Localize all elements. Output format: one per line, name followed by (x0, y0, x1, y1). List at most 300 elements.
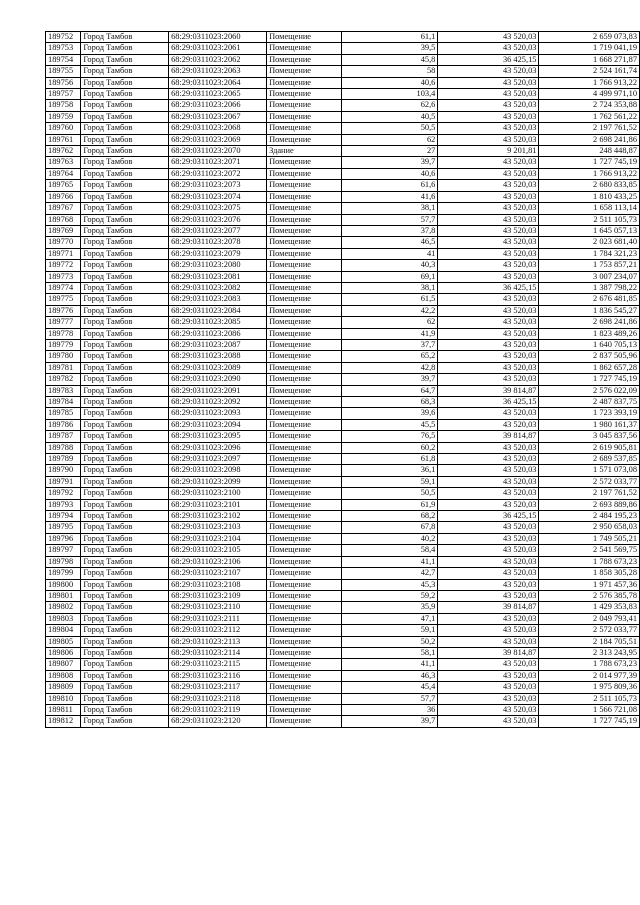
cadastral-value-cell: 2 676 481,85 (539, 294, 640, 305)
cadastral-value-cell: 1 980 161,37 (539, 419, 640, 430)
specific-value-cell: 43 520,03 (438, 522, 539, 533)
area-cell: 50,2 (342, 636, 438, 647)
city-cell: Город Тамбов (81, 77, 169, 88)
city-cell: Город Тамбов (81, 168, 169, 179)
row-number-cell: 189807 (46, 659, 81, 670)
object-type-cell: Помещение (267, 305, 342, 316)
specific-value-cell: 43 520,03 (438, 419, 539, 430)
object-type-cell: Помещение (267, 499, 342, 510)
city-cell: Город Тамбов (81, 511, 169, 522)
specific-value-cell: 43 520,03 (438, 682, 539, 693)
cadastral-value-cell: 1 727 745,19 (539, 716, 640, 727)
city-cell: Город Тамбов (81, 203, 169, 214)
city-cell: Город Тамбов (81, 111, 169, 122)
cadastral-number-cell: 68:29:0311023:2076 (169, 214, 267, 225)
area-cell: 42,7 (342, 568, 438, 579)
cadastral-value-cell: 1 836 545,27 (539, 305, 640, 316)
cadastral-value-cell: 2 541 569,75 (539, 545, 640, 556)
cadastral-value-cell: 1 810 433,25 (539, 191, 640, 202)
city-cell: Город Тамбов (81, 317, 169, 328)
cadastral-number-cell: 68:29:0311023:2079 (169, 248, 267, 259)
table-row (46, 419, 640, 430)
cadastral-value-cell: 1 640 705,13 (539, 339, 640, 350)
cadastral-number-cell: 68:29:0311023:2062 (169, 54, 267, 65)
cadastral-value-cell: 1 645 057,13 (539, 225, 640, 236)
row-number-cell: 189757 (46, 89, 81, 100)
table-row (46, 431, 640, 442)
object-type-cell: Помещение (267, 317, 342, 328)
city-cell: Город Тамбов (81, 191, 169, 202)
cadastral-number-cell: 68:29:0311023:2060 (169, 32, 267, 43)
table-row (46, 408, 640, 419)
city-cell: Город Тамбов (81, 419, 169, 430)
area-cell: 59,2 (342, 590, 438, 601)
cadastral-number-cell: 68:29:0311023:2078 (169, 237, 267, 248)
cadastral-number-cell: 68:29:0311023:2084 (169, 305, 267, 316)
row-number-cell: 189779 (46, 339, 81, 350)
table-row (46, 568, 640, 579)
city-cell: Город Тамбов (81, 556, 169, 567)
object-type-cell: Помещение (267, 545, 342, 556)
area-cell: 35,9 (342, 602, 438, 613)
cadastral-value-cell: 2 837 505,96 (539, 351, 640, 362)
row-number-cell: 189776 (46, 305, 81, 316)
cadastral-value-cell: 1 862 657,28 (539, 362, 640, 373)
specific-value-cell: 43 520,03 (438, 66, 539, 77)
object-type-cell: Здание (267, 146, 342, 157)
object-type-cell: Помещение (267, 294, 342, 305)
row-number-cell: 189804 (46, 625, 81, 636)
cadastral-number-cell: 68:29:0311023:2099 (169, 476, 267, 487)
area-cell: 61,1 (342, 32, 438, 43)
cadastral-number-cell: 68:29:0311023:2067 (169, 111, 267, 122)
object-type-cell: Помещение (267, 157, 342, 168)
area-cell: 61,8 (342, 454, 438, 465)
area-cell: 37,7 (342, 339, 438, 350)
row-number-cell: 189783 (46, 385, 81, 396)
cadastral-number-cell: 68:29:0311023:2073 (169, 180, 267, 191)
cadastral-value-cell: 2 689 537,85 (539, 454, 640, 465)
cadastral-value-cell: 2 511 105,73 (539, 214, 640, 225)
cadastral-number-cell: 68:29:0311023:2088 (169, 351, 267, 362)
cadastral-number-cell: 68:29:0311023:2071 (169, 157, 267, 168)
specific-value-cell: 43 520,03 (438, 579, 539, 590)
specific-value-cell: 43 520,03 (438, 317, 539, 328)
table-row (46, 647, 640, 658)
specific-value-cell: 43 520,03 (438, 488, 539, 499)
specific-value-cell: 43 520,03 (438, 260, 539, 271)
specific-value-cell: 43 520,03 (438, 374, 539, 385)
cadastral-number-cell: 68:29:0311023:2097 (169, 454, 267, 465)
area-cell: 59,1 (342, 625, 438, 636)
table-row (46, 260, 640, 271)
row-number-cell: 189793 (46, 499, 81, 510)
row-number-cell: 189780 (46, 351, 81, 362)
cadastral-value-cell: 1 766 913,22 (539, 168, 640, 179)
cadastral-number-cell: 68:29:0311023:2103 (169, 522, 267, 533)
row-number-cell: 189778 (46, 328, 81, 339)
cadastral-value-cell: 1 858 305,28 (539, 568, 640, 579)
city-cell: Город Тамбов (81, 134, 169, 145)
cadastral-number-cell: 68:29:0311023:2091 (169, 385, 267, 396)
table-row (46, 54, 640, 65)
cadastral-number-cell: 68:29:0311023:2102 (169, 511, 267, 522)
cadastral-number-cell: 68:29:0311023:2083 (169, 294, 267, 305)
cadastral-number-cell: 68:29:0311023:2074 (169, 191, 267, 202)
table-row (46, 397, 640, 408)
object-type-cell: Помещение (267, 351, 342, 362)
table-row (46, 693, 640, 704)
cadastral-value-cell: 2 950 658,03 (539, 522, 640, 533)
table-row (46, 168, 640, 179)
cadastral-number-cell: 68:29:0311023:2104 (169, 533, 267, 544)
object-type-cell: Помещение (267, 408, 342, 419)
specific-value-cell: 43 520,03 (438, 704, 539, 715)
row-number-cell: 189811 (46, 704, 81, 715)
object-type-cell: Помещение (267, 248, 342, 259)
object-type-cell: Помещение (267, 282, 342, 293)
specific-value-cell: 43 520,03 (438, 157, 539, 168)
cadastral-number-cell: 68:29:0311023:2089 (169, 362, 267, 373)
object-type-cell: Помещение (267, 397, 342, 408)
object-type-cell: Помещение (267, 203, 342, 214)
cadastral-number-cell: 68:29:0311023:2069 (169, 134, 267, 145)
cadastral-value-cell: 1 727 745,19 (539, 374, 640, 385)
area-cell: 45,4 (342, 682, 438, 693)
area-cell: 61,5 (342, 294, 438, 305)
object-type-cell: Помещение (267, 511, 342, 522)
area-cell: 50,5 (342, 123, 438, 134)
specific-value-cell: 36 425,15 (438, 282, 539, 293)
area-cell: 39,6 (342, 408, 438, 419)
cadastral-number-cell: 68:29:0311023:2100 (169, 488, 267, 499)
specific-value-cell: 43 520,03 (438, 351, 539, 362)
cadastral-number-cell: 68:29:0311023:2117 (169, 682, 267, 693)
row-number-cell: 189774 (46, 282, 81, 293)
city-cell: Город Тамбов (81, 43, 169, 54)
area-cell: 45,3 (342, 579, 438, 590)
specific-value-cell: 43 520,03 (438, 77, 539, 88)
object-type-cell: Помещение (267, 465, 342, 476)
city-cell: Город Тамбов (81, 180, 169, 191)
table-row (46, 32, 640, 43)
table-row (46, 157, 640, 168)
cadastral-value-cell: 2 197 761,52 (539, 123, 640, 134)
table-row (46, 225, 640, 236)
area-cell: 61,6 (342, 180, 438, 191)
cadastral-number-cell: 68:29:0311023:2112 (169, 625, 267, 636)
cadastral-number-cell: 68:29:0311023:2116 (169, 670, 267, 681)
object-type-cell: Помещение (267, 180, 342, 191)
object-type-cell: Помещение (267, 100, 342, 111)
cadastral-number-cell: 68:29:0311023:2101 (169, 499, 267, 510)
area-cell: 39,7 (342, 374, 438, 385)
specific-value-cell: 43 520,03 (438, 499, 539, 510)
object-type-cell: Помещение (267, 602, 342, 613)
table-row (46, 602, 640, 613)
cadastral-number-cell: 68:29:0311023:2119 (169, 704, 267, 715)
area-cell: 58,4 (342, 545, 438, 556)
row-number-cell: 189788 (46, 442, 81, 453)
row-number-cell: 189765 (46, 180, 81, 191)
area-cell: 58,1 (342, 647, 438, 658)
area-cell: 57,7 (342, 214, 438, 225)
area-cell: 57,7 (342, 693, 438, 704)
table-row (46, 716, 640, 727)
row-number-cell: 189764 (46, 168, 81, 179)
city-cell: Город Тамбов (81, 659, 169, 670)
row-number-cell: 189767 (46, 203, 81, 214)
table-row (46, 659, 640, 670)
area-cell: 37,8 (342, 225, 438, 236)
table-row (46, 533, 640, 544)
object-type-cell: Помещение (267, 54, 342, 65)
table-row (46, 442, 640, 453)
city-cell: Город Тамбов (81, 146, 169, 157)
row-number-cell: 189800 (46, 579, 81, 590)
area-cell: 27 (342, 146, 438, 157)
area-cell: 59,1 (342, 476, 438, 487)
cadastral-number-cell: 68:29:0311023:2092 (169, 397, 267, 408)
cadastral-value-cell: 1 823 489,26 (539, 328, 640, 339)
cadastral-number-cell: 68:29:0311023:2087 (169, 339, 267, 350)
specific-value-cell: 43 520,03 (438, 339, 539, 350)
cadastral-number-cell: 68:29:0311023:2107 (169, 568, 267, 579)
object-type-cell: Помещение (267, 693, 342, 704)
table-row (46, 465, 640, 476)
area-cell: 38,1 (342, 203, 438, 214)
cadastral-number-cell: 68:29:0311023:2072 (169, 168, 267, 179)
row-number-cell: 189790 (46, 465, 81, 476)
specific-value-cell: 43 520,03 (438, 248, 539, 259)
city-cell: Город Тамбов (81, 579, 169, 590)
object-type-cell: Помещение (267, 590, 342, 601)
row-number-cell: 189760 (46, 123, 81, 134)
specific-value-cell: 43 520,03 (438, 191, 539, 202)
cadastral-number-cell: 68:29:0311023:2077 (169, 225, 267, 236)
cadastral-value-cell: 1 975 809,36 (539, 682, 640, 693)
specific-value-cell: 43 520,03 (438, 556, 539, 567)
table-body (46, 32, 640, 728)
table-row (46, 317, 640, 328)
object-type-cell: Помещение (267, 419, 342, 430)
specific-value-cell: 43 520,03 (438, 89, 539, 100)
city-cell: Город Тамбов (81, 568, 169, 579)
table-row (46, 282, 640, 293)
table-row (46, 556, 640, 567)
cadastral-value-cell: 2 511 105,73 (539, 693, 640, 704)
table-row (46, 522, 640, 533)
object-type-cell: Помещение (267, 716, 342, 727)
area-cell: 103,4 (342, 89, 438, 100)
area-cell: 68,3 (342, 397, 438, 408)
city-cell: Город Тамбов (81, 590, 169, 601)
object-type-cell: Помещение (267, 431, 342, 442)
area-cell: 76,5 (342, 431, 438, 442)
specific-value-cell: 43 520,03 (438, 408, 539, 419)
table-row (46, 488, 640, 499)
table-row (46, 454, 640, 465)
city-cell: Город Тамбов (81, 351, 169, 362)
table-row (46, 214, 640, 225)
cadastral-value-cell: 2 487 837,75 (539, 397, 640, 408)
city-cell: Город Тамбов (81, 66, 169, 77)
cadastral-value-cell: 3 045 837,56 (539, 431, 640, 442)
cadastral-value-cell: 1 788 673,23 (539, 556, 640, 567)
cadastral-number-cell: 68:29:0311023:2090 (169, 374, 267, 385)
area-cell: 40,3 (342, 260, 438, 271)
row-number-cell: 189761 (46, 134, 81, 145)
object-type-cell: Помещение (267, 32, 342, 43)
row-number-cell: 189785 (46, 408, 81, 419)
row-number-cell: 189755 (46, 66, 81, 77)
area-cell: 62 (342, 317, 438, 328)
city-cell: Город Тамбов (81, 214, 169, 225)
cadastral-number-cell: 68:29:0311023:2113 (169, 636, 267, 647)
cadastral-value-cell: 4 499 971,10 (539, 89, 640, 100)
cadastral-value-cell: 1 723 393,19 (539, 408, 640, 419)
table-row (46, 305, 640, 316)
cadastral-value-cell: 2 698 241,86 (539, 134, 640, 145)
area-cell: 69,1 (342, 271, 438, 282)
area-cell: 41,9 (342, 328, 438, 339)
cadastral-number-cell: 68:29:0311023:2108 (169, 579, 267, 590)
cadastral-value-cell: 1 429 353,83 (539, 602, 640, 613)
specific-value-cell: 39 814,87 (438, 602, 539, 613)
specific-value-cell: 43 520,03 (438, 225, 539, 236)
row-number-cell: 189769 (46, 225, 81, 236)
table-row (46, 636, 640, 647)
cadastral-number-cell: 68:29:0311023:2111 (169, 613, 267, 624)
table-row (46, 294, 640, 305)
city-cell: Город Тамбов (81, 442, 169, 453)
cadastral-number-cell: 68:29:0311023:2075 (169, 203, 267, 214)
cadastral-value-cell: 3 007 234,07 (539, 271, 640, 282)
table-row (46, 123, 640, 134)
object-type-cell: Помещение (267, 704, 342, 715)
specific-value-cell: 43 520,03 (438, 613, 539, 624)
cadastral-value-cell: 2 524 161,74 (539, 66, 640, 77)
area-cell: 68,2 (342, 511, 438, 522)
cadastral-value-cell: 2 313 243,95 (539, 647, 640, 658)
table-row (46, 351, 640, 362)
object-type-cell: Помещение (267, 647, 342, 658)
specific-value-cell: 43 520,03 (438, 180, 539, 191)
object-type-cell: Помещение (267, 225, 342, 236)
table-row (46, 339, 640, 350)
city-cell: Город Тамбов (81, 613, 169, 624)
specific-value-cell: 36 425,15 (438, 397, 539, 408)
cadastral-value-cell: 1 571 073,08 (539, 465, 640, 476)
city-cell: Город Тамбов (81, 294, 169, 305)
specific-value-cell: 43 520,03 (438, 43, 539, 54)
object-type-cell: Помещение (267, 533, 342, 544)
city-cell: Город Тамбов (81, 647, 169, 658)
cadastral-value-cell: 2 693 889,86 (539, 499, 640, 510)
object-type-cell: Помещение (267, 613, 342, 624)
table-row (46, 704, 640, 715)
table-row (46, 328, 640, 339)
cadastral-number-cell: 68:29:0311023:2085 (169, 317, 267, 328)
city-cell: Город Тамбов (81, 100, 169, 111)
row-number-cell: 189770 (46, 237, 81, 248)
table-row (46, 385, 640, 396)
cadastral-number-cell: 68:29:0311023:2061 (169, 43, 267, 54)
specific-value-cell: 36 425,15 (438, 54, 539, 65)
row-number-cell: 189798 (46, 556, 81, 567)
row-number-cell: 189766 (46, 191, 81, 202)
city-cell: Город Тамбов (81, 374, 169, 385)
area-cell: 36,1 (342, 465, 438, 476)
object-type-cell: Помещение (267, 454, 342, 465)
object-type-cell: Помещение (267, 43, 342, 54)
table-row (46, 499, 640, 510)
object-type-cell: Помещение (267, 568, 342, 579)
area-cell: 41 (342, 248, 438, 259)
cadastral-value-cell: 1 762 561,22 (539, 111, 640, 122)
cadastral-value-cell: 2 197 761,52 (539, 488, 640, 499)
specific-value-cell: 43 520,03 (438, 111, 539, 122)
cadastral-number-cell: 68:29:0311023:2080 (169, 260, 267, 271)
row-number-cell: 189753 (46, 43, 81, 54)
area-cell: 42,8 (342, 362, 438, 373)
cadastral-value-cell: 1 387 798,22 (539, 282, 640, 293)
city-cell: Город Тамбов (81, 225, 169, 236)
specific-value-cell: 43 520,03 (438, 533, 539, 544)
object-type-cell: Помещение (267, 682, 342, 693)
area-cell: 39,5 (342, 43, 438, 54)
city-cell: Город Тамбов (81, 339, 169, 350)
specific-value-cell: 43 520,03 (438, 659, 539, 670)
table-row (46, 476, 640, 487)
area-cell: 41,1 (342, 556, 438, 567)
specific-value-cell: 43 520,03 (438, 237, 539, 248)
table-row (46, 670, 640, 681)
city-cell: Город Тамбов (81, 693, 169, 704)
cadastral-number-cell: 68:29:0311023:2068 (169, 123, 267, 134)
row-number-cell: 189763 (46, 157, 81, 168)
cadastral-value-cell: 1 719 041,19 (539, 43, 640, 54)
city-cell: Город Тамбов (81, 545, 169, 556)
cadastral-value-cell: 2 576 385,78 (539, 590, 640, 601)
area-cell: 62,6 (342, 100, 438, 111)
object-type-cell: Помещение (267, 385, 342, 396)
area-cell: 46,5 (342, 237, 438, 248)
area-cell: 39,7 (342, 157, 438, 168)
cadastral-value-cell: 1 971 457,36 (539, 579, 640, 590)
row-number-cell: 189810 (46, 693, 81, 704)
specific-value-cell: 39 814,87 (438, 431, 539, 442)
city-cell: Город Тамбов (81, 431, 169, 442)
specific-value-cell: 43 520,03 (438, 590, 539, 601)
cadastral-value-cell: 2 023 681,40 (539, 237, 640, 248)
cadastral-number-cell: 68:29:0311023:2070 (169, 146, 267, 157)
cadastral-value-cell: 1 766 913,22 (539, 77, 640, 88)
cadastral-value-cell: 2 184 705,51 (539, 636, 640, 647)
cadastral-value-cell: 248 448,87 (539, 146, 640, 157)
cadastral-value-cell: 2 698 241,86 (539, 317, 640, 328)
cadastral-value-cell: 2 572 033,77 (539, 476, 640, 487)
city-cell: Город Тамбов (81, 682, 169, 693)
city-cell: Город Тамбов (81, 260, 169, 271)
specific-value-cell: 43 520,03 (438, 100, 539, 111)
specific-value-cell: 43 520,03 (438, 716, 539, 727)
row-number-cell: 189771 (46, 248, 81, 259)
row-number-cell: 189773 (46, 271, 81, 282)
object-type-cell: Помещение (267, 328, 342, 339)
specific-value-cell: 43 520,03 (438, 465, 539, 476)
city-cell: Город Тамбов (81, 488, 169, 499)
